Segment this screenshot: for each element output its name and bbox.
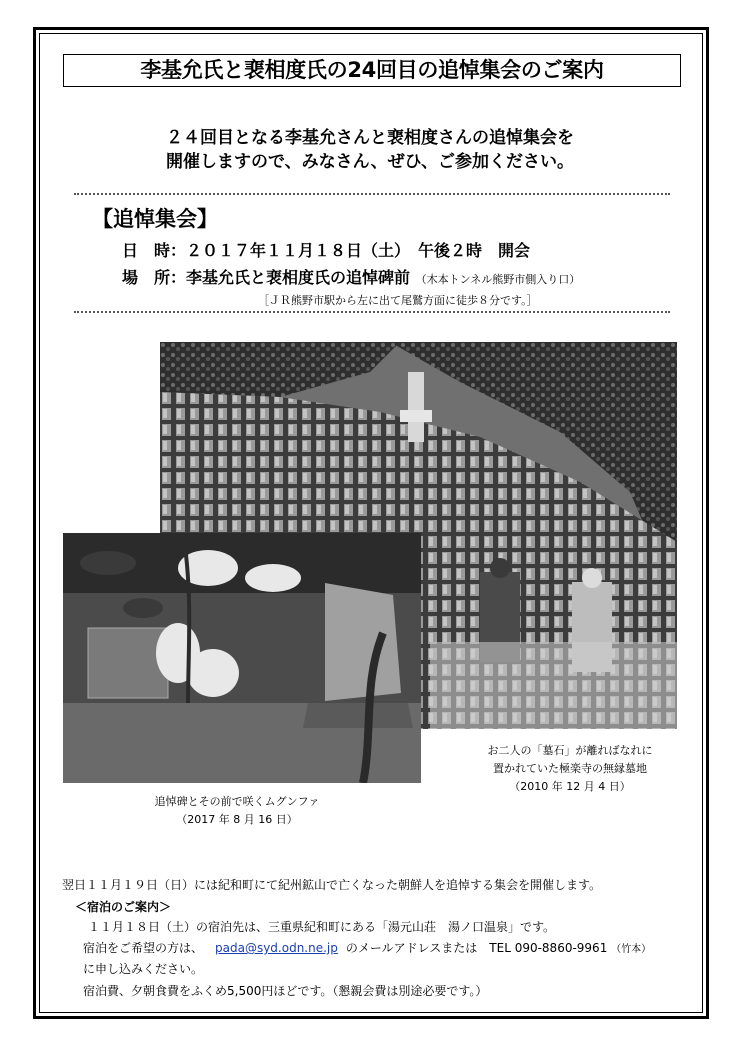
- access-directions: ［ＪＲ熊野市駅から左に出て尾鷲方面に徒歩８分です。］: [258, 294, 538, 307]
- memorial-photo-drawing: [63, 533, 421, 783]
- page-title: 李基允氏と裵相度氏の24回目の追悼集会のご案内: [63, 54, 681, 87]
- cemetery-caption: [468, 742, 672, 796]
- place-label: 場 所：: [122, 268, 187, 287]
- divider-top: [74, 193, 670, 195]
- memorial-caption: [128, 793, 346, 829]
- email-link[interactable]: pada@syd.odn.ne.jp: [215, 941, 338, 955]
- event-heading: 【追悼集会】: [92, 207, 218, 231]
- divider-bottom: [74, 311, 670, 313]
- date-value: ２０１７年１１月１８日（土） 午後２時 開会: [186, 241, 531, 260]
- memorial-caption-line-1: 追悼碑とその前で咲くムグンファ: [154, 795, 320, 808]
- place-note: （木本トンネル熊野市側入り口）: [415, 273, 581, 286]
- lodging-line-3: に申し込みください。: [83, 962, 204, 976]
- contact-name: （竹本）: [611, 944, 652, 955]
- cemetery-caption-line-2: 置かれていた極楽寺の無縁墓地: [493, 762, 647, 775]
- lodging-heading: ＜宿泊のご案内＞: [75, 900, 172, 914]
- event-place: [122, 265, 580, 288]
- lodging-contact: [83, 939, 651, 956]
- event-date: [122, 238, 530, 261]
- next-day-notice: 翌日１１月１９日（日）には紀和町にて紀州鉱山で亡くなった朝鮮人を追悼する集会を開催します。: [62, 878, 602, 892]
- intro-line-2: 開催しますので、みなさん、ぜひ、ご参加ください。: [166, 152, 574, 172]
- contact-prefix: 宿泊をご希望の方は、: [83, 941, 204, 955]
- lodging-line-1: １１月１８日（土）の宿泊先は、三重県紀和町にある「湯元山荘 湯ノ口温泉」です。: [88, 920, 556, 934]
- lodging-line-4: 宿泊費、夕朝食費をふくめ5,500円ほどです。（懇親会費は別途必要です。）: [83, 984, 488, 998]
- place-value: 李基允氏と裵相度氏の追悼碑前: [186, 268, 411, 287]
- cemetery-caption-date: （2010 年 12 月 4 日）: [509, 780, 631, 793]
- memorial-photo: [63, 533, 421, 783]
- cemetery-caption-line-1: お二人の「墓石」が離ればなれに: [487, 744, 653, 757]
- memorial-caption-date: （2017 年 8 月 16 日）: [176, 813, 298, 826]
- intro-text: [80, 126, 660, 174]
- intro-line-1: ２４回目となる李基允さんと裵相度さんの追悼集会を: [166, 128, 574, 148]
- contact-phone: のメールアドレスまたは TEL 090-8860-9961: [345, 941, 608, 955]
- date-label: 日 時：: [122, 241, 187, 260]
